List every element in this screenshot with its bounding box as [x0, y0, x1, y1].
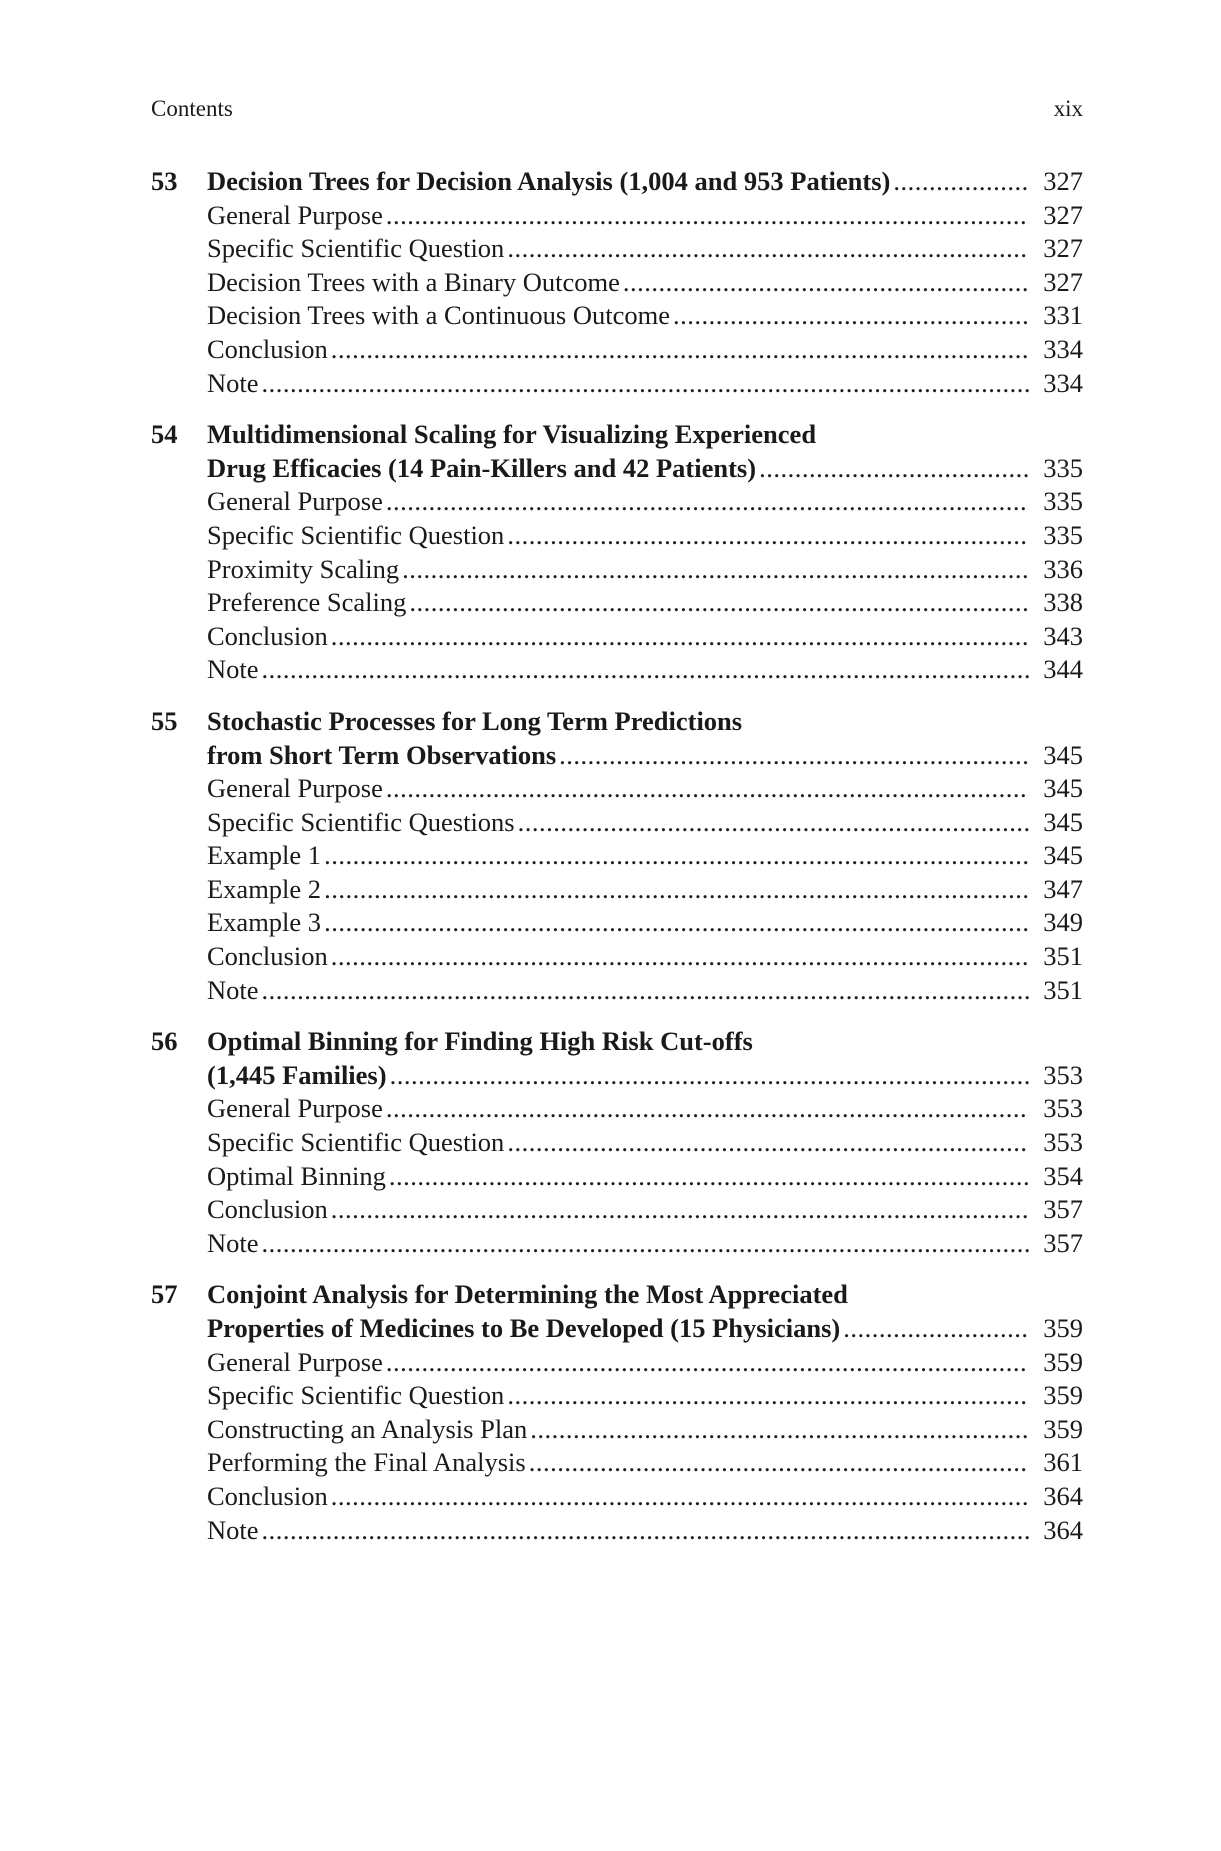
section-title: Note: [207, 1514, 259, 1545]
dot-leader: [262, 1227, 1029, 1261]
toc-section-entry[interactable]: [151, 1346, 1083, 1380]
chapter-number: 56: [151, 1026, 178, 1057]
dot-leader: [262, 367, 1029, 401]
section-title: Conclusion: [207, 333, 328, 364]
section-page-number: 334: [1043, 367, 1083, 398]
chapter-number: 57: [151, 1279, 178, 1310]
section-title: Decision Trees with a Binary Outcome: [207, 266, 620, 297]
section-page-number: 327: [1043, 199, 1083, 230]
section-page-number: 345: [1043, 806, 1083, 837]
section-title: Example 3: [207, 907, 322, 938]
section-page-number: 359: [1043, 1413, 1083, 1444]
chapter-heading[interactable]: [151, 1278, 1083, 1345]
section-title: Specific Scientific Question: [207, 519, 505, 550]
dot-leader: [324, 839, 1029, 873]
section-title: Decision Trees with a Continuous Outcome: [207, 300, 670, 331]
dot-leader: [507, 1126, 1029, 1160]
toc-section-entry[interactable]: [151, 199, 1083, 233]
toc-section-entry[interactable]: [151, 873, 1083, 907]
section-page-number: 353: [1043, 1127, 1083, 1158]
section-title: Note: [207, 974, 259, 1005]
chapter-title-row: [207, 452, 1083, 486]
dot-leader: [386, 1092, 1029, 1126]
section-page-number: 359: [1043, 1346, 1083, 1377]
dot-leader: [262, 653, 1029, 687]
chapter-page-number: 353: [1043, 1059, 1083, 1090]
section-title: Constructing an Analysis Plan: [207, 1413, 528, 1444]
toc-section-entry[interactable]: [151, 1480, 1083, 1514]
chapter-title-line: Decision Trees for Decision Analysis (1,004 and 953 Patients): [207, 166, 891, 196]
toc-section-entry[interactable]: [151, 1413, 1083, 1447]
running-title: Contents: [151, 96, 233, 121]
section-page-number: 327: [1043, 266, 1083, 297]
dot-leader: [386, 199, 1029, 233]
toc-section-entry[interactable]: [151, 806, 1083, 840]
section-title: General Purpose: [207, 1346, 383, 1377]
section-title: Performing the Final Analysis: [207, 1447, 526, 1478]
section-page-number: 364: [1043, 1480, 1083, 1511]
section-title: General Purpose: [207, 199, 383, 230]
toc-section-entry[interactable]: [151, 839, 1083, 873]
dot-leader: [331, 1480, 1029, 1514]
toc-section-entry[interactable]: [151, 653, 1083, 687]
chapter-heading[interactable]: [151, 1025, 1083, 1092]
section-title: Example 2: [207, 873, 322, 904]
dot-leader: [390, 1059, 1029, 1093]
chapter-title-row: [207, 165, 1083, 199]
section-title: Note: [207, 1227, 259, 1258]
section-title: General Purpose: [207, 1093, 383, 1124]
chapter-page-number: 335: [1043, 452, 1083, 483]
toc-section-entry[interactable]: [151, 299, 1083, 333]
toc-section-entry[interactable]: [151, 940, 1083, 974]
section-title: Preference Scaling: [207, 587, 407, 618]
chapter-title-row: [207, 1059, 1083, 1093]
dot-leader: [559, 739, 1029, 773]
chapter-title-line: Stochastic Processes for Long Term Predictions: [207, 705, 743, 736]
section-page-number: 349: [1043, 907, 1083, 938]
chapter-title-line: Conjoint Analysis for Determining the Most Appreciated: [207, 1279, 848, 1310]
dot-leader: [530, 1413, 1029, 1447]
dot-leader: [759, 452, 1029, 486]
chapter-number: 53: [151, 166, 178, 196]
toc-section-entry[interactable]: [151, 519, 1083, 553]
toc-section-entry[interactable]: [151, 367, 1083, 401]
section-title: Specific Scientific Question: [207, 233, 505, 264]
toc-section-entry[interactable]: [151, 1446, 1083, 1480]
chapter-title-line: Optimal Binning for Finding High Risk Cut-offs: [207, 1026, 753, 1057]
chapter-title-row: [207, 739, 1083, 773]
toc-section-entry[interactable]: [151, 586, 1083, 620]
dot-leader: [507, 232, 1029, 266]
page-number: xix: [1053, 96, 1083, 121]
section-page-number: 359: [1043, 1380, 1083, 1411]
toc-section-entry[interactable]: [151, 974, 1083, 1008]
section-title: Specific Scientific Questions: [207, 806, 515, 837]
toc-chapter: [151, 705, 1083, 1007]
dot-leader: [529, 1446, 1029, 1480]
chapter-title-line: Drug Efficacies (14 Pain-Killers and 42 Patients): [207, 452, 757, 483]
dot-leader: [507, 1379, 1029, 1413]
section-page-number: 357: [1043, 1194, 1083, 1225]
section-title: Specific Scientific Question: [207, 1380, 505, 1411]
section-title: General Purpose: [207, 773, 383, 804]
dot-leader: [518, 806, 1029, 840]
section-page-number: 334: [1043, 333, 1083, 364]
section-page-number: 336: [1043, 553, 1083, 584]
section-title: Conclusion: [207, 1194, 328, 1225]
section-page-number: 345: [1043, 773, 1083, 804]
page-header: [151, 96, 1083, 128]
chapter-heading[interactable]: [151, 165, 1083, 199]
dot-leader: [893, 165, 1029, 199]
toc-section-entry[interactable]: [151, 772, 1083, 806]
toc-section-entry[interactable]: [151, 1193, 1083, 1227]
dot-leader: [331, 1193, 1029, 1227]
dot-leader: [262, 974, 1029, 1008]
toc-chapter: [151, 1278, 1083, 1547]
toc-section-entry[interactable]: [151, 1227, 1083, 1261]
toc-section-entry[interactable]: [151, 1092, 1083, 1126]
toc-section-entry[interactable]: [151, 553, 1083, 587]
chapter-page-number: 345: [1043, 739, 1083, 770]
section-page-number: 344: [1043, 654, 1083, 685]
dot-leader: [843, 1312, 1029, 1346]
toc-section-entry[interactable]: [151, 1514, 1083, 1548]
section-page-number: 345: [1043, 840, 1083, 871]
section-title: Proximity Scaling: [207, 553, 400, 584]
section-page-number: 335: [1043, 486, 1083, 517]
section-title: Note: [207, 654, 259, 685]
dot-leader: [331, 940, 1029, 974]
dot-leader: [623, 266, 1029, 300]
section-title: General Purpose: [207, 486, 383, 517]
section-page-number: 335: [1043, 519, 1083, 550]
section-title: Conclusion: [207, 620, 328, 651]
chapter-page-number: 359: [1043, 1313, 1083, 1343]
chapter-title-line: (1,445 Families): [207, 1059, 387, 1090]
dot-leader: [409, 586, 1029, 620]
chapter-heading[interactable]: [151, 705, 1083, 772]
section-page-number: 327: [1043, 233, 1083, 264]
toc-section-entry[interactable]: [151, 333, 1083, 367]
dot-leader: [386, 1346, 1029, 1380]
chapter-heading[interactable]: [151, 418, 1083, 485]
dot-leader: [331, 620, 1029, 654]
dot-leader: [402, 553, 1029, 587]
section-page-number: 343: [1043, 620, 1083, 651]
section-page-number: 364: [1043, 1514, 1083, 1545]
section-page-number: 338: [1043, 587, 1083, 618]
toc-chapter: [151, 1025, 1083, 1260]
section-page-number: 354: [1043, 1160, 1083, 1191]
section-page-number: 357: [1043, 1227, 1083, 1258]
toc-section-entry[interactable]: [151, 620, 1083, 654]
chapter-number: 55: [151, 705, 178, 736]
chapter-title-line: from Short Term Observations: [207, 739, 557, 770]
table-of-contents: [151, 165, 1083, 1565]
dot-leader: [262, 1514, 1029, 1548]
toc-section-entry[interactable]: [151, 232, 1083, 266]
dot-leader: [324, 873, 1029, 907]
toc-section-entry[interactable]: [151, 485, 1083, 519]
section-page-number: 347: [1043, 873, 1083, 904]
dot-leader: [331, 333, 1029, 367]
section-title: Specific Scientific Question: [207, 1127, 505, 1158]
toc-section-entry[interactable]: [151, 906, 1083, 940]
chapter-page-number: 327: [1043, 166, 1083, 196]
section-title: Conclusion: [207, 1480, 328, 1511]
toc-chapter: [151, 165, 1083, 400]
section-title: Conclusion: [207, 941, 328, 972]
chapter-title-line: Multidimensional Scaling for Visualizing Experienced: [207, 419, 817, 450]
dot-leader: [673, 299, 1029, 333]
section-title: Optimal Binning: [207, 1160, 386, 1191]
dot-leader: [386, 485, 1029, 519]
toc-section-entry[interactable]: [151, 1126, 1083, 1160]
section-page-number: 351: [1043, 941, 1083, 972]
dot-leader: [507, 519, 1029, 553]
dot-leader: [324, 906, 1029, 940]
chapter-title-row: [207, 1312, 1083, 1346]
toc-section-entry[interactable]: [151, 266, 1083, 300]
chapter-number: 54: [151, 419, 178, 450]
section-page-number: 361: [1043, 1447, 1083, 1478]
section-page-number: 351: [1043, 974, 1083, 1005]
section-title: Note: [207, 367, 259, 398]
dot-leader: [389, 1160, 1029, 1194]
chapter-title-line: Properties of Medicines to Be Developed (15 Physicians): [207, 1313, 841, 1343]
toc-chapter: [151, 418, 1083, 687]
section-page-number: 331: [1043, 300, 1083, 331]
section-title: Example 1: [207, 840, 322, 871]
dot-leader: [386, 772, 1029, 806]
toc-section-entry[interactable]: [151, 1379, 1083, 1413]
toc-section-entry[interactable]: [151, 1160, 1083, 1194]
section-page-number: 353: [1043, 1093, 1083, 1124]
